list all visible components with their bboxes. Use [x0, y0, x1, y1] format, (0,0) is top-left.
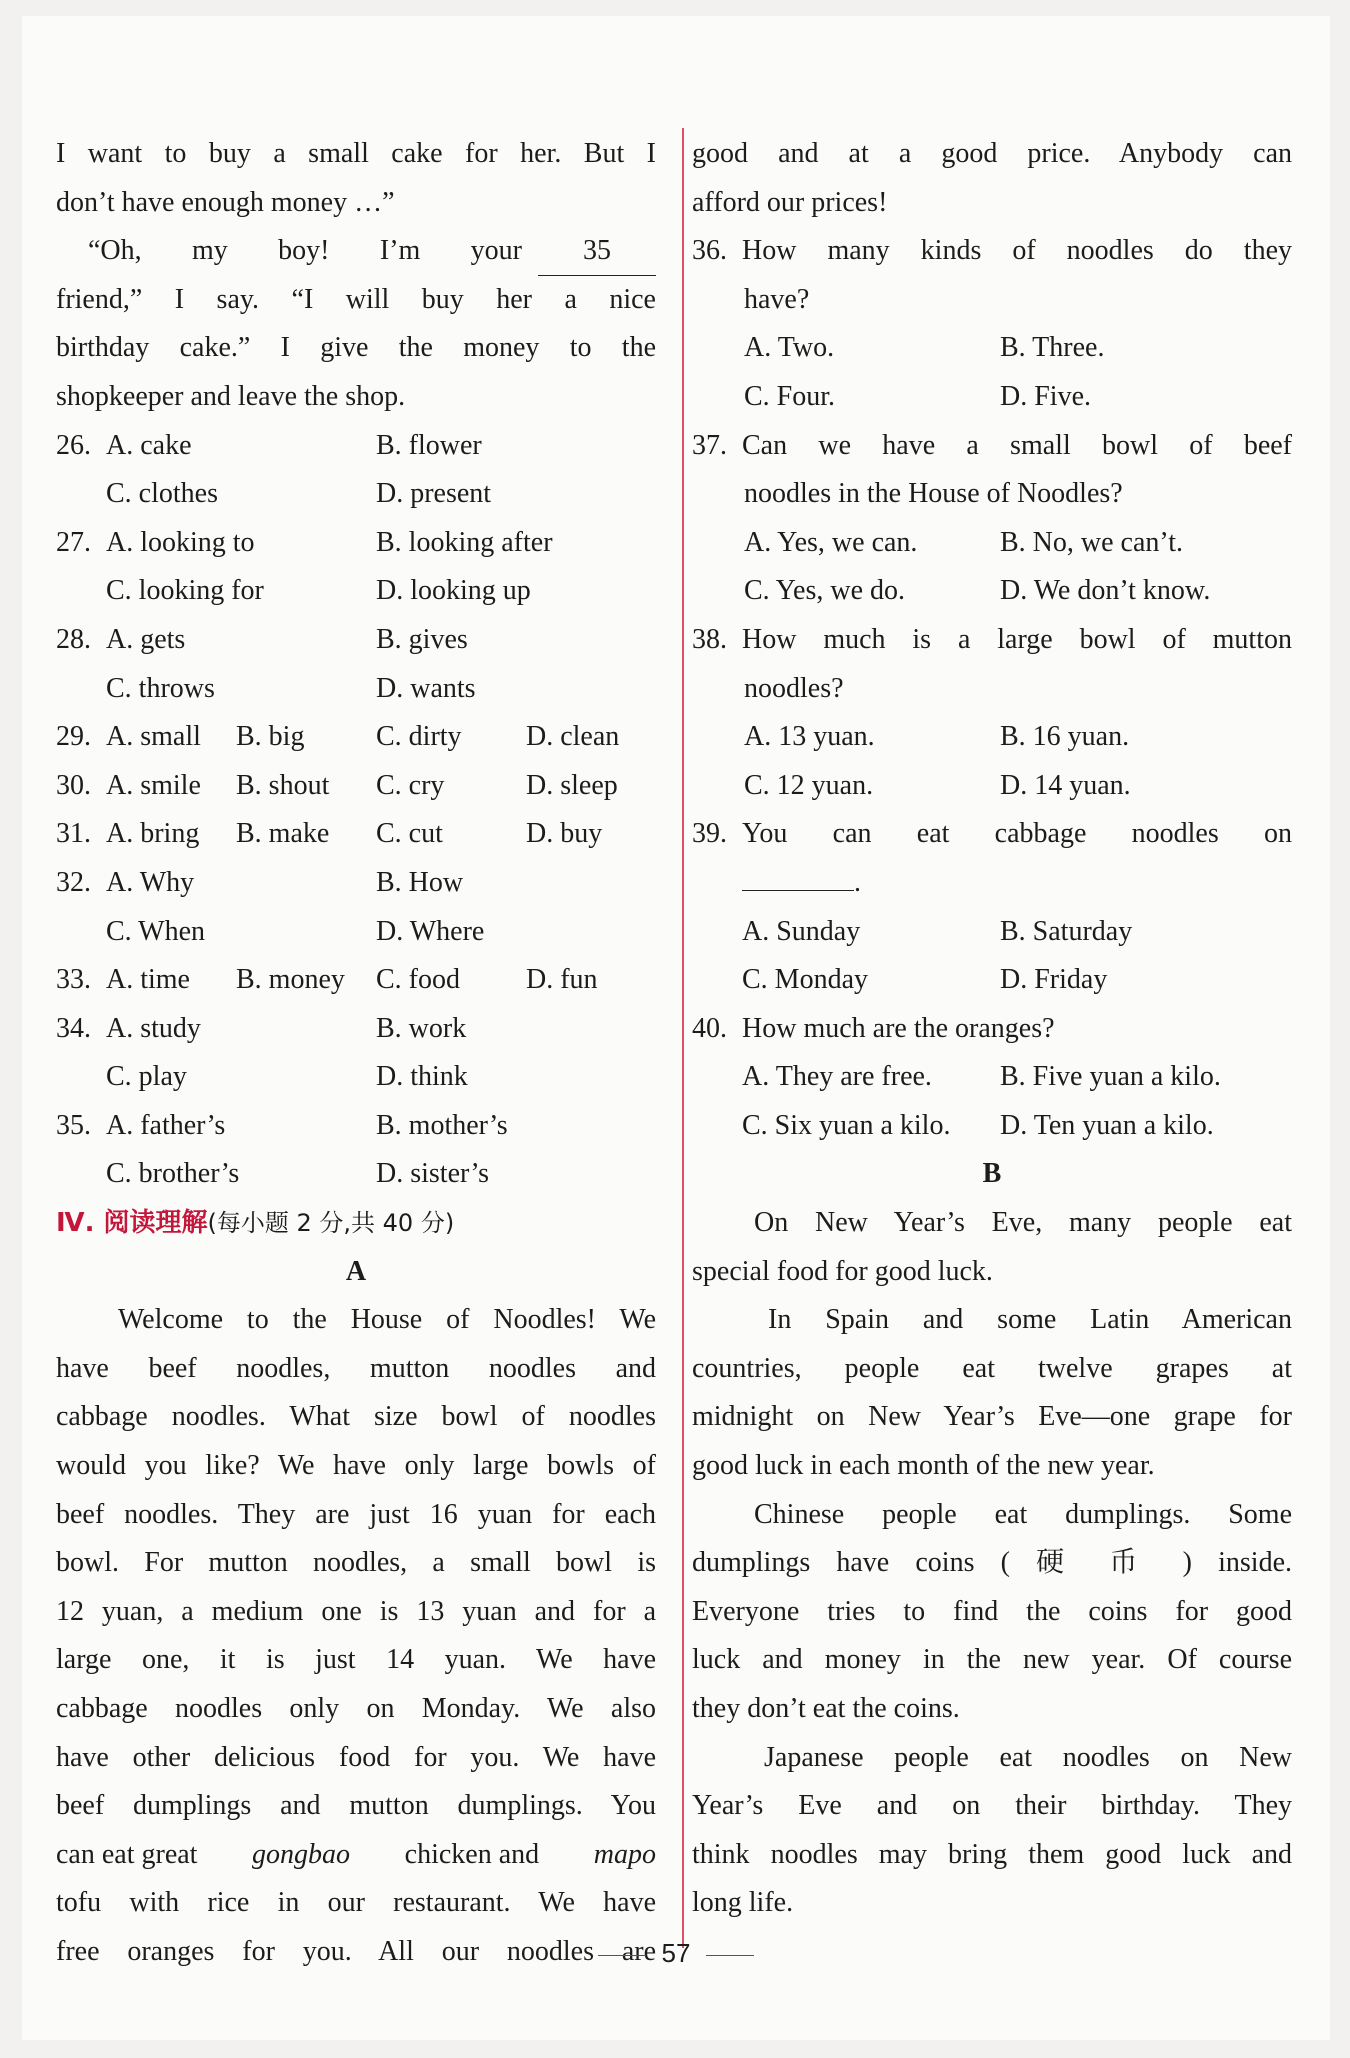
question-40-cd [692, 1102, 1292, 1151]
option-a[interactable]: A. smile [106, 769, 201, 801]
option-c[interactable]: C. throws [106, 672, 215, 704]
option-d[interactable]: D. looking up [376, 575, 531, 607]
passage-b-line: think noodles may bring them good luck and [692, 1838, 1292, 1870]
passage-a-line: tofu with rice in our restaurant. We have [56, 1887, 656, 1919]
text-line: shopkeeper and leave the shop. [56, 380, 406, 412]
passage-b-line: midnight on New Year’s Eve—one grape for [692, 1401, 1292, 1433]
passage-a-line: have beef noodles, mutton noodles and [56, 1352, 656, 1384]
passage-b-line: Year’s Eve and on their birthday. They [692, 1790, 1292, 1822]
passage-b-line: good luck in each month of the new year. [692, 1450, 1155, 1482]
option-d[interactable]: D. Friday [1000, 964, 1108, 996]
question-number: 38. [692, 623, 727, 655]
option-c[interactable]: C. brother’s [106, 1158, 240, 1190]
option-c[interactable]: C. Six yuan a kilo. [742, 1109, 951, 1141]
passage-b-line: long life. [692, 1887, 794, 1919]
question-26 [56, 422, 656, 471]
text-fragment: “Oh, my boy! I’m your [88, 235, 522, 267]
question-29 [56, 713, 656, 762]
option-d[interactable]: D. sister’s [376, 1158, 490, 1190]
option-b[interactable]: B. Saturday [1000, 915, 1133, 947]
question-stem: How much is a large bowl of mutton [742, 623, 1292, 655]
question-26-cd [56, 470, 656, 519]
question-32 [56, 859, 656, 908]
dish-name-mapo: mapo [593, 1838, 656, 1870]
passage-a-line: have other delicious food for you. We have [56, 1741, 656, 1773]
page-number-footer [22, 1938, 1330, 1969]
question-number: 34. [56, 1012, 91, 1044]
passage-a-line: free oranges for you. All our noodles are [56, 1935, 656, 1967]
option-a[interactable]: A. father’s [106, 1109, 226, 1141]
option-d[interactable]: D. fun [526, 964, 598, 996]
question-number: 28. [56, 623, 91, 655]
question-28-cd [56, 665, 656, 714]
option-c[interactable]: C. looking for [106, 575, 264, 607]
option-a[interactable]: A. They are free. [742, 1061, 932, 1093]
option-d[interactable]: D. Five. [1000, 380, 1091, 412]
answer-blank-39[interactable] [742, 862, 854, 891]
question-number: 36. [692, 235, 727, 267]
question-36-stem [692, 227, 1292, 276]
question-38-stem [692, 616, 1292, 665]
dish-name-gongbao: gongbao [252, 1838, 351, 1870]
period-mark: . [854, 866, 861, 898]
question-39-stem [692, 810, 1292, 859]
answer-blank-35[interactable]: 35 [538, 227, 656, 276]
question-number: 31. [56, 818, 91, 850]
question-27-cd [56, 567, 656, 616]
question-number: 27. [56, 526, 91, 558]
section-header [56, 1199, 656, 1248]
option-b[interactable]: B. work [376, 1012, 467, 1044]
option-d[interactable]: D. 14 yuan. [1000, 769, 1131, 801]
right-column [692, 130, 1292, 1928]
passage-a-line: beef dumplings and mutton dumplings. You [56, 1790, 656, 1822]
option-a[interactable]: A. Why [106, 866, 195, 898]
option-a[interactable]: A. Sunday [742, 915, 861, 947]
workbook-page [22, 16, 1330, 2040]
option-c[interactable]: C. Yes, we do. [744, 575, 906, 607]
option-b[interactable]: B. No, we can’t. [1000, 526, 1183, 558]
passage-a-line: cabbage noodles. What size bowl of noodles [56, 1401, 656, 1433]
question-number: 37. [692, 429, 727, 461]
option-a[interactable]: A. Yes, we can. [744, 526, 918, 558]
option-d[interactable]: D. We don’t know. [1000, 575, 1211, 607]
passage-b-line: On New Year’s Eve, many people eat [754, 1207, 1292, 1239]
option-d[interactable]: D. wants [376, 672, 476, 704]
option-a[interactable]: A. gets [106, 623, 186, 655]
option-a[interactable]: A. Two. [744, 332, 835, 364]
question-stem: noodles? [744, 672, 844, 704]
question-number: 32. [56, 866, 91, 898]
question-35-cd [56, 1150, 656, 1199]
question-33 [56, 956, 656, 1005]
passage-b-line: In Spain and some Latin American [768, 1304, 1292, 1336]
option-c[interactable]: C. food [376, 964, 460, 996]
question-31 [56, 810, 656, 859]
question-36-ab [692, 324, 1292, 373]
question-37-ab [692, 519, 1292, 568]
section-note: (每小题 2 分,共 40 分) [207, 1209, 455, 1238]
left-column [56, 130, 656, 1977]
option-a[interactable]: A. cake [106, 429, 192, 461]
question-39-cd [692, 956, 1292, 1005]
passage-b-line: special food for good luck. [692, 1255, 993, 1287]
option-b[interactable]: B. gives [376, 623, 468, 655]
option-d[interactable]: D. sleep [526, 769, 618, 801]
option-a[interactable]: A. small [106, 721, 201, 753]
passage-a-line: Welcome to the House of Noodles! We [118, 1304, 656, 1336]
passage-a-line: large one, it is just 14 yuan. We have [56, 1644, 656, 1676]
passage-b-line: dumplings have coins ( 硬 币 ) inside. [692, 1547, 1292, 1579]
passage-a-line: afford our prices! [692, 186, 888, 218]
question-40-ab [692, 1053, 1292, 1102]
option-b[interactable]: B. flower [376, 429, 482, 461]
option-c[interactable]: C. cut [376, 818, 443, 850]
option-a[interactable]: A. looking to [106, 526, 255, 558]
question-37-stem [692, 422, 1292, 471]
passage-a-line: good and at a good price. Anybody can [692, 138, 1292, 169]
passage-a-line [56, 1831, 656, 1880]
passage-a-line: beef noodles. They are just 16 yuan for each [56, 1498, 656, 1530]
option-b[interactable]: B. make [236, 818, 330, 850]
option-c[interactable]: C. Four. [744, 380, 836, 412]
text-fragment: can eat great [56, 1838, 198, 1870]
option-b[interactable]: B. looking after [376, 526, 553, 558]
section-title: Ⅳ. 阅读理解 [56, 1208, 208, 1239]
option-b[interactable]: B. big [236, 721, 305, 753]
option-a[interactable]: A. time [106, 964, 190, 996]
option-c[interactable]: C. 12 yuan. [744, 769, 874, 801]
passage-a-line: 12 yuan, a medium one is 13 yuan and for a [56, 1595, 656, 1627]
text-line-with-blank [56, 227, 656, 276]
question-stem: How much are the oranges? [742, 1012, 1055, 1044]
option-b[interactable]: B. 16 yuan. [1000, 721, 1130, 753]
footer-dash [598, 1955, 646, 1956]
footer-dash [706, 1955, 754, 1956]
question-number: 35. [56, 1109, 91, 1141]
question-stem: noodles in the House of Noodles? [744, 478, 1123, 510]
question-number: 33. [56, 964, 91, 996]
question-number: 26. [56, 429, 91, 461]
option-c[interactable]: C. cry [376, 769, 445, 801]
question-number: 40. [692, 1012, 727, 1044]
option-a[interactable]: A. bring [106, 818, 200, 850]
option-d[interactable]: D. Where [376, 915, 485, 947]
passage-a-line: cabbage noodles only on Monday. We also [56, 1693, 656, 1724]
option-a[interactable]: A. study [106, 1012, 201, 1044]
question-39-ab [692, 908, 1292, 957]
question-number: 29. [56, 721, 91, 753]
option-b[interactable]: B. Three. [1000, 332, 1105, 364]
question-number: 39. [692, 818, 727, 850]
passage-b-line: Chinese people eat dumplings. Some [754, 1498, 1292, 1530]
option-c[interactable]: C. Monday [742, 964, 868, 996]
question-38-cd [692, 762, 1292, 811]
question-38-ab [692, 713, 1292, 762]
option-b[interactable]: B. shout [236, 769, 330, 801]
question-stem: Can we have a small bowl of beef [742, 429, 1292, 461]
passage-b-line: they don’t eat the coins. [692, 1693, 960, 1724]
passage-b-label: B [982, 1158, 1002, 1190]
question-36-cd [692, 373, 1292, 422]
option-c[interactable]: C. When [106, 915, 206, 947]
option-b[interactable]: B. money [236, 964, 345, 996]
text-line: friend,” I say. “I will buy her a nice [56, 283, 656, 315]
passage-b-line: countries, people eat twelve grapes at [692, 1352, 1292, 1384]
question-37-cd [692, 567, 1292, 616]
question-34 [56, 1005, 656, 1054]
passage-b-line: luck and money in the new year. Of course [692, 1644, 1292, 1676]
question-39-blank-line [692, 859, 1292, 908]
question-stem: How many kinds of noodles do they [742, 235, 1292, 267]
option-b[interactable]: B. Five yuan a kilo. [1000, 1061, 1221, 1093]
option-d[interactable]: D. present [376, 478, 492, 510]
question-stem: You can eat cabbage noodles on [742, 818, 1292, 850]
question-35 [56, 1102, 656, 1151]
text-line: birthday cake.” I give the money to the [56, 332, 656, 364]
option-a[interactable]: A. 13 yuan. [744, 721, 875, 753]
option-d[interactable]: D. think [376, 1061, 468, 1093]
question-number: 30. [56, 769, 91, 801]
option-d[interactable]: D. clean [526, 721, 620, 753]
text-fragment: chicken and [404, 1838, 540, 1870]
passage-b-line: Everyone tries to find the coins for good [692, 1595, 1292, 1627]
column-divider [682, 128, 684, 1948]
question-stem: have? [744, 283, 810, 315]
question-40-stem [692, 1005, 1292, 1054]
question-32-cd [56, 908, 656, 957]
passage-a-label: A [345, 1255, 367, 1287]
option-c[interactable]: C. play [106, 1061, 187, 1093]
question-34-cd [56, 1053, 656, 1102]
option-b[interactable]: B. How [376, 866, 464, 898]
option-c[interactable]: C. dirty [376, 721, 462, 753]
text-line: I want to buy a small cake for her. But I [56, 138, 656, 169]
passage-a-line: would you like? We have only large bowls of [56, 1450, 656, 1482]
option-b[interactable]: B. mother’s [376, 1109, 508, 1141]
question-28 [56, 616, 656, 665]
passage-b-line: Japanese people eat noodles on New [764, 1741, 1292, 1773]
text-line: don’t have enough money …” [56, 186, 395, 218]
question-30 [56, 762, 656, 811]
page-number: 57 [661, 1938, 691, 1968]
option-d[interactable]: D. buy [526, 818, 603, 850]
option-c[interactable]: C. clothes [106, 478, 218, 510]
passage-a-line: bowl. For mutton noodles, a small bowl is [56, 1547, 656, 1579]
question-27 [56, 519, 656, 568]
option-d[interactable]: D. Ten yuan a kilo. [1000, 1109, 1214, 1141]
